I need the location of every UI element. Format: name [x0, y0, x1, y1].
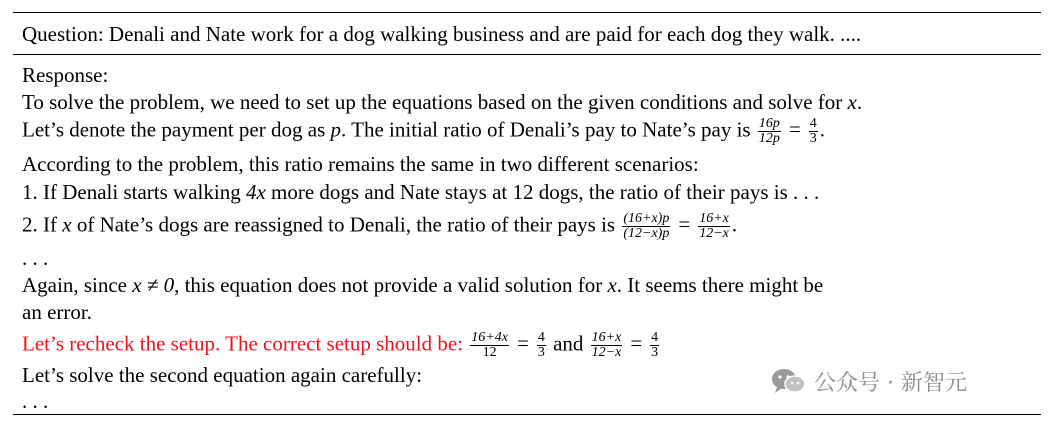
text: . — [856, 90, 863, 114]
denominator: 3 — [809, 131, 817, 146]
text: . — [731, 212, 738, 237]
denominator: (12−x)p — [623, 226, 670, 241]
fraction — [809, 117, 818, 146]
fraction — [650, 331, 659, 360]
text: Let’s denote the payment per dog as — [22, 117, 331, 142]
numerator: 4 — [537, 330, 545, 345]
response-line-4 — [22, 180, 819, 204]
numerator: 16+x — [699, 211, 729, 226]
fraction — [758, 117, 781, 146]
denominator: 12−x — [699, 226, 729, 241]
wechat-icon — [770, 367, 806, 395]
numerator: 4 — [651, 330, 659, 345]
text: 2. If — [22, 212, 63, 237]
text: 1. If Denali starts walking — [22, 180, 246, 204]
bottom-rule — [13, 414, 1041, 415]
equals-sign: = — [630, 331, 643, 356]
response-line-9 — [22, 331, 661, 360]
response-line-7 — [22, 273, 823, 297]
denominator: 12 — [470, 345, 509, 360]
response-line-1 — [22, 90, 862, 114]
numerator: 16p — [758, 116, 780, 131]
text: , this equation does not provide a valid solution for — [174, 273, 608, 297]
text: more dogs and Nate stays at 12 dogs, the ratio of their pays is . . . — [265, 180, 820, 204]
equals-sign: = — [516, 331, 529, 356]
numerator: 16+4x — [471, 330, 508, 345]
math-var: p — [330, 117, 341, 142]
denominator: 3 — [651, 345, 659, 360]
response-label: Response: — [22, 63, 109, 87]
numerator: 16+x — [591, 330, 622, 345]
response-line-11: . . . — [22, 389, 49, 413]
fraction — [698, 212, 730, 241]
fraction — [622, 212, 670, 241]
question-separator — [13, 54, 1041, 55]
math-var: 4x — [245, 180, 266, 204]
watermark — [770, 366, 967, 396]
math-var: x — [607, 273, 617, 297]
text: . It seems there might be — [616, 273, 824, 297]
denominator: 12−x — [591, 345, 622, 360]
question-line: Question: Denali and Nate work for a dog walking business and are paid for each dog they walk. .... — [22, 22, 862, 46]
text: To solve the problem, we need to set up the equations based on the given conditions and solve for — [22, 90, 848, 114]
numerator: 4 — [809, 116, 817, 131]
fraction — [537, 331, 546, 360]
response-line-6: . . . — [22, 246, 49, 270]
text: . The initial ratio of Denali’s pay to Nate’s pay is — [341, 117, 756, 142]
response-line-2 — [22, 117, 825, 146]
equals-sign: = — [678, 212, 691, 237]
text: and — [547, 331, 589, 356]
equals-sign: = — [788, 117, 801, 142]
response-line-8: an error. — [22, 300, 92, 324]
denominator: 12p — [758, 131, 780, 146]
math-var: x — [62, 212, 72, 237]
top-rule — [13, 12, 1041, 13]
text: of Nate’s dogs are reassigned to Denali, the ratio of their pays is — [71, 212, 621, 237]
text: . — [819, 117, 825, 142]
response-line-10: Let’s solve the second equation again carefully: — [22, 363, 423, 387]
highlighted-text: Let’s recheck the setup. The correct setup should be: — [22, 331, 469, 356]
denominator: 3 — [537, 345, 545, 360]
fraction — [470, 331, 509, 360]
math-expression: x ≠ 0 — [132, 273, 175, 297]
text: Again, since — [22, 273, 133, 297]
response-line-3: According to the problem, this ratio remains the same in two different scenarios: — [22, 152, 699, 176]
fraction — [591, 331, 623, 360]
numerator: (16+x)p — [623, 211, 670, 226]
response-line-5 — [22, 212, 737, 241]
watermark-text: 公众号 · 新智元 — [814, 370, 967, 396]
math-var: x — [847, 90, 857, 114]
